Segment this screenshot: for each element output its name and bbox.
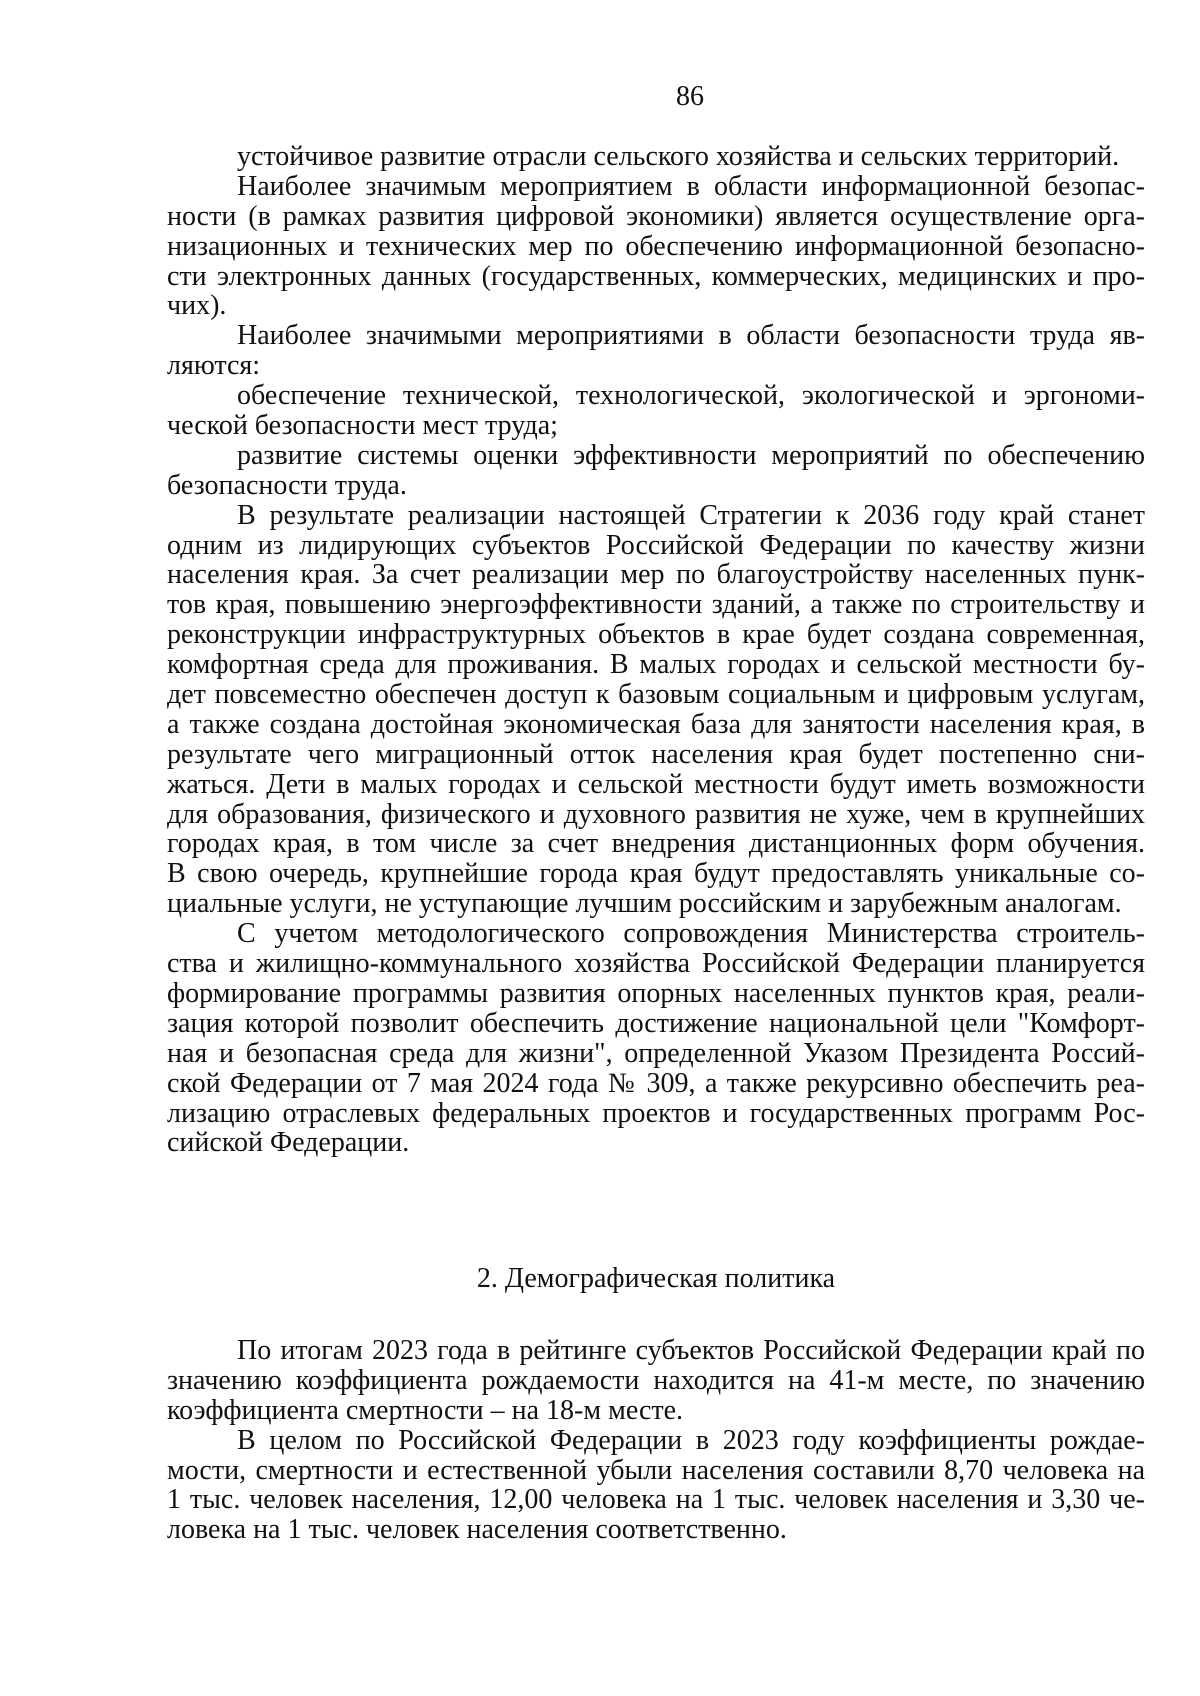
text-line: а также создана достойная экономическая база для занятости населения края, в — [167, 708, 1145, 740]
text-line: ности (в рамках развития цифровой экономики) является осуществление орга- — [167, 200, 1145, 232]
text-line: городах края, в том числе за счет внедрения дистанционных форм обучения. — [167, 828, 1145, 860]
text-line: развитие системы оценки эффективности мероприятий по обеспечению — [237, 439, 1145, 471]
text-line: населения края. За счет реализации мер по благоустройству населенных пунк- — [167, 559, 1145, 591]
body-text-top — [167, 142, 1145, 1158]
text-line: чих). — [167, 290, 227, 322]
text-line: сийской Федерации. — [167, 1127, 410, 1159]
text-line: формирование программы развития опорных населенных пунктов края, реали- — [167, 977, 1145, 1009]
text-line: зация которой позволит обеспечить достижение национальной цели "Комфорт- — [167, 1007, 1145, 1039]
text-line: ства и жилищно-коммунального хозяйства Российской Федерации планируется — [167, 948, 1145, 980]
page-number: 86 — [676, 81, 704, 112]
text-line: значению коэффициента рождаемости находится на 41-м месте, по значению — [167, 1364, 1145, 1396]
text-line: коэффициента смертности – на 18-м месте. — [167, 1394, 684, 1426]
text-line: 1 тыс. человек населения, 12,00 человека на 1 тыс. человек населения и 3,30 че- — [167, 1484, 1145, 1516]
text-line: По итогам 2023 года в рейтинге субъектов Российской Федерации край по — [237, 1335, 1145, 1366]
text-line: В результате реализации настоящей Стратегии к 2036 году край станет — [237, 499, 1145, 531]
text-line: ляются: — [167, 350, 261, 382]
text-line: ная и безопасная среда для жизни", определенной Указом Президента Россий- — [167, 1037, 1145, 1069]
text-line: низационных и технических мер по обеспечению информационной безопасно- — [167, 230, 1145, 262]
text-line: Наиболее значимым мероприятием в области информационной безопас- — [237, 170, 1145, 202]
text-line: В свою очередь, крупнейшие города края будут предоставлять уникальные со- — [167, 858, 1145, 890]
text-line: комфортная среда для проживания. В малых городах и сельской местности бу- — [167, 649, 1145, 681]
text-line: ловека на 1 тыс. человек населения соответственно. — [167, 1514, 787, 1546]
text-line: устойчивое развитие отрасли сельского хозяйства и сельских территорий. — [237, 141, 1120, 172]
text-line: для образования, физического и духовного развития не хуже, чем в крупнейших — [167, 798, 1145, 830]
text-line: жаться. Дети в малых городах и сельской местности будут иметь возможности — [167, 768, 1145, 800]
text-line: ской Федерации от 7 мая 2024 года № 309, а также рекурсивно обеспечить реа- — [167, 1067, 1145, 1099]
text-line: реконструкции инфраструктурных объектов в крае будет создана современная, — [167, 619, 1145, 651]
text-line: результате чего миграционный отток населения края будет постепенно сни- — [167, 738, 1145, 770]
body-text-bottom — [167, 1336, 1145, 1545]
text-line: сти электронных данных (государственных, коммерческих, медицинских и про- — [167, 260, 1145, 292]
text-line: ческой безопасности мест труда; — [167, 410, 558, 442]
text-line: безопасности труда. — [167, 469, 407, 501]
text-line: лизацию отраслевых федеральных проектов и государственных программ Рос- — [167, 1097, 1145, 1129]
text-line: циальные услуги, не уступающие лучшим российским и зарубежным аналогам. — [167, 888, 1122, 920]
text-line: дет повсеместно обеспечен доступ к базовым социальным и цифровым услугам, — [167, 679, 1145, 711]
text-line: мости, смертности и естественной убыли населения составили 8,70 человека на — [167, 1454, 1145, 1486]
text-line: одним из лидирующих субъектов Российской Федерации по качеству жизни — [167, 529, 1145, 561]
section-heading: 2. Демографическая политика — [476, 1263, 836, 1294]
text-line: С учетом методологического сопровождения Министерства строитель- — [237, 918, 1145, 950]
text-line: В целом по Российской Федерации в 2023 году коэффициенты рождае- — [237, 1424, 1145, 1456]
text-line: Наиболее значимыми мероприятиями в области безопасности труда яв- — [237, 320, 1145, 352]
text-line: тов края, повышению энергоэффективности зданий, а также по строительству и — [167, 589, 1145, 621]
text-line: обеспечение технической, технологической, экологической и эргономи- — [237, 380, 1145, 412]
